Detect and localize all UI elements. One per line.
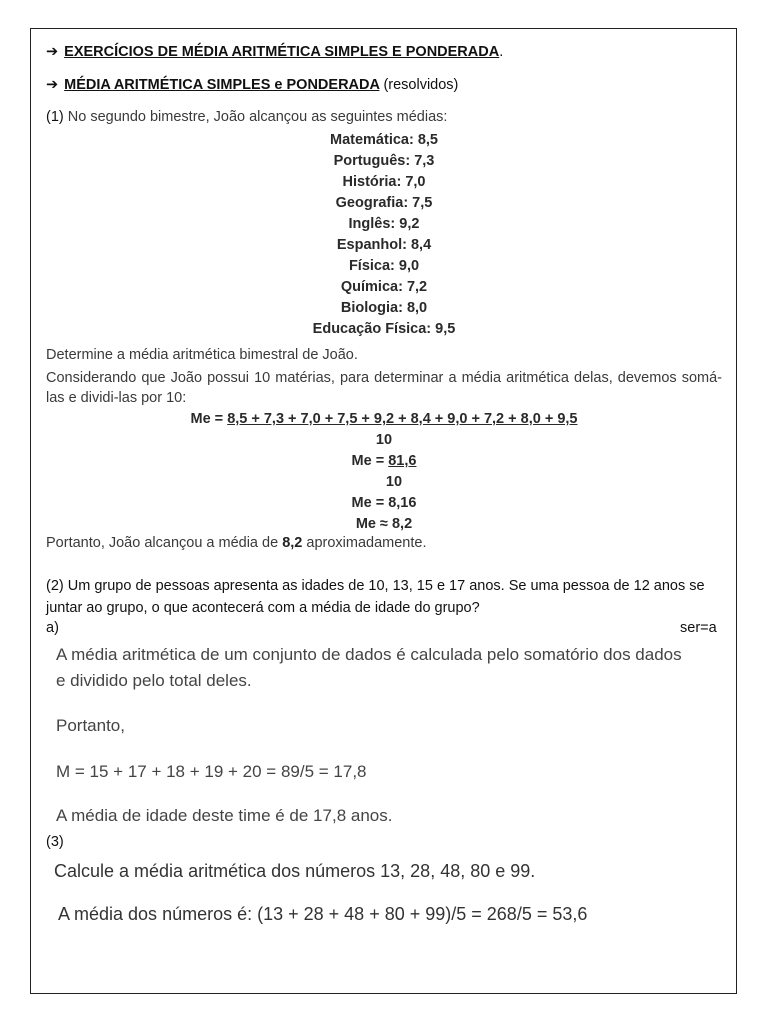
q1-explanation: Considerando que João possui 10 matérias, para determinar a média aritmética delas, devemos somá-las e dividi-las por 10: bbox=[46, 370, 722, 406]
q2-answer-line-2: e dividido pelo total deles. bbox=[56, 671, 252, 690]
calc-line-5: Me = 8,16 bbox=[351, 495, 417, 511]
grade-item: Espanhol: 8,4 bbox=[336, 237, 432, 253]
grade-item: Inglês: 9,2 bbox=[348, 216, 420, 232]
grade-item: Biologia: 8,0 bbox=[340, 300, 428, 316]
q1-conclusion bbox=[46, 535, 426, 551]
calc-line-6: Me ≈ 8,2 bbox=[355, 516, 413, 532]
grade-item: História: 7,0 bbox=[342, 174, 426, 190]
header-subtitle: MÉDIA ARITMÉTICA SIMPLES e PONDERADA bbox=[64, 77, 380, 93]
q2-right-text: ser=a bbox=[680, 620, 717, 636]
q1-intro bbox=[46, 109, 447, 125]
q1-question: Determine a média aritmética bimestral de João. bbox=[46, 347, 358, 363]
conclusion-value: 8,2 bbox=[282, 535, 303, 551]
header-subtitle-suffix: (resolvidos) bbox=[383, 77, 459, 93]
arrow-right-icon: ➔ bbox=[46, 77, 59, 93]
grade-item: Educação Física: 9,5 bbox=[312, 321, 456, 337]
q1-grades-list bbox=[46, 130, 722, 340]
q1-number: (1) bbox=[46, 109, 64, 125]
q2-answer-line-4: M = 15 + 17 + 18 + 19 + 20 = 89/5 = 17,8 bbox=[56, 762, 367, 781]
grade-item: Matemática: 8,5 bbox=[330, 132, 438, 148]
conclusion-suffix: aproximadamente. bbox=[302, 535, 427, 551]
header-line-2 bbox=[46, 77, 458, 93]
q1-intro-text: No segundo bimestre, João alcançou as seguintes médias: bbox=[67, 109, 448, 125]
q2-answer-line-3: Portanto, bbox=[56, 716, 125, 735]
q2-answer-line-1: A média aritmética de um conjunto de dados é calculada pelo somatório dos dados bbox=[56, 645, 682, 664]
q1-calculation bbox=[46, 409, 722, 535]
calc-sum: 8,5 + 7,3 + 7,0 + 7,5 + 9,2 + 8,4 + 9,0 + 7,2 + 8,0 + 9,5 bbox=[227, 411, 578, 427]
calc-prefix: Me = bbox=[351, 453, 389, 469]
calc-line-1 bbox=[46, 409, 722, 430]
grade-item: Geografia: 7,5 bbox=[335, 195, 433, 211]
q2-text: (2) Um grupo de pessoas apresenta as idades de 10, 13, 15 e 17 anos. Se uma pessoa de 12 anos se juntar ao grupo, o que acontecerá com a média de idade do grupo? bbox=[46, 578, 705, 616]
grade-item: Física: 9,0 bbox=[348, 258, 420, 274]
calc-denominator: 10 bbox=[385, 474, 403, 490]
calc-line-2: 10 bbox=[375, 432, 393, 448]
grade-item: Química: 7,2 bbox=[340, 279, 428, 295]
header-title: EXERCÍCIOS DE MÉDIA ARITMÉTICA SIMPLES E PONDERADA bbox=[64, 44, 500, 60]
header-line-1 bbox=[46, 44, 503, 60]
header-title-suffix: . bbox=[499, 44, 504, 60]
q3-number: (3) bbox=[46, 834, 64, 850]
q3-line-2: A média dos números é: (13 + 28 + 48 + 80 + 99)/5 = 268/5 = 53,6 bbox=[58, 904, 588, 924]
calc-line-4 bbox=[46, 472, 722, 493]
q2-option-a: a) bbox=[46, 620, 59, 636]
grade-item: Português: 7,3 bbox=[333, 153, 435, 169]
q2-answer-line-5: A média de idade deste time é de 17,8 anos. bbox=[56, 806, 393, 825]
q3-line-1: Calcule a média aritmética dos números 13, 28, 48, 80 e 99. bbox=[54, 861, 536, 881]
calc-line-3 bbox=[46, 451, 722, 472]
conclusion-prefix: Portanto, João alcançou a média de bbox=[46, 535, 283, 551]
arrow-right-icon: ➔ bbox=[46, 44, 59, 60]
calc-prefix: Me = bbox=[190, 411, 228, 427]
calc-numerator: 81,6 bbox=[388, 453, 417, 469]
